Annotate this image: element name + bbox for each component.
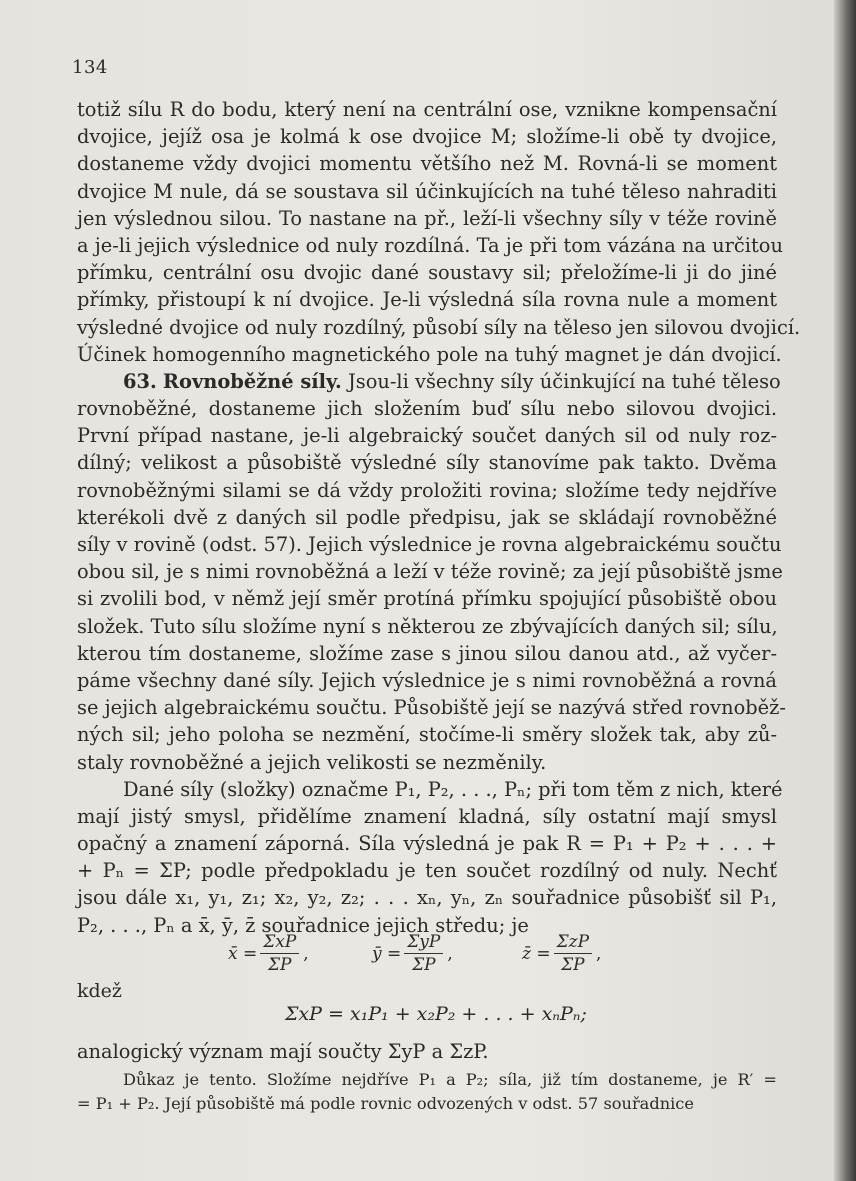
fraction bbox=[260, 932, 299, 975]
centroid-formulas bbox=[0, 930, 856, 978]
text-line: si zvolili bod, v němž její směr protíná přímku spojující působiště obou bbox=[77, 587, 777, 611]
text-line: Důkaz je tento. Složíme nejdříve P₁ a P₂; síla, již tím dostaneme, je R′ = bbox=[123, 1070, 777, 1089]
text-line: dvojice, jejíž osa je kolmá k ose dvojice M; složíme-li obě ty dvojice, bbox=[77, 125, 777, 149]
formula-lhs: ȳ = bbox=[372, 943, 402, 964]
formula-lhs: z̄ = bbox=[522, 943, 551, 964]
main-text bbox=[77, 96, 801, 939]
formula-comma: , bbox=[447, 943, 453, 964]
fraction bbox=[404, 932, 443, 975]
kdez-label: kdež bbox=[77, 980, 122, 1002]
page-number: 134 bbox=[72, 57, 108, 78]
text-line: jen výslednou silou. To nastane na př., leží-li všechny síly v téže rovině bbox=[77, 206, 777, 230]
numerator: ΣxP bbox=[260, 932, 299, 954]
text-line: dílný; velikost a působiště výsledné síly stanovíme pak takto. Dvěma bbox=[77, 451, 777, 475]
formula-z-bar bbox=[522, 932, 601, 975]
text-line: kterékoli dvě z daných sil podle předpisu, jak se skládají rovnoběžné bbox=[77, 505, 777, 529]
text-line: Účinek homogenního magnetického pole na tuhý magnet je dán dvojicí. bbox=[77, 342, 782, 366]
text-line: rovnoběžné, dostaneme jich složením buď sílu nebo silovou dvojici. bbox=[77, 397, 777, 421]
text-line: výsledné dvojice od nuly rozdílný, působí síly na těleso jen silovou dvojicí. bbox=[77, 315, 801, 339]
text-line: staly rovnoběžné a jejich velikosti se nezměnily. bbox=[77, 750, 547, 774]
text-line: páme všechny dané síly. Jejich výslednice je s nimi rovnoběžná a rovná bbox=[77, 668, 777, 692]
text-line: + Pₙ = ΣP; podle předpokladu je ten součet rozdílný od nuly. Nechť bbox=[77, 859, 777, 883]
numerator: ΣzP bbox=[554, 932, 592, 954]
text-line: dostaneme vždy dvojici momentu většího než M. Rovná-li se moment bbox=[77, 152, 777, 176]
section-heading-line bbox=[77, 368, 781, 395]
text-line: P₂, . . ., Pₙ a x̄, ȳ, z̄ souřadnice jejich středu; je bbox=[77, 913, 529, 937]
book-spine-shadow bbox=[834, 0, 856, 1181]
text-line: síly v rovině (odst. 57). Jejich výslednice je rovna algebraickému součtu bbox=[77, 533, 782, 556]
formula-x-bar bbox=[228, 932, 309, 975]
text-line: přímky, přistoupí k ní dvojice. Je-li výsledná síla rovna nule a moment bbox=[77, 288, 777, 312]
text-line: dvojice M nule, dá se soustava sil účinkujících na tuhé těleso nahraditi bbox=[77, 179, 777, 203]
text-line: obou sil, je s nimi rovnoběžná a leží v téže rovině; za její působiště jsme bbox=[77, 560, 783, 584]
denominator: ΣP bbox=[268, 955, 292, 975]
text-line: Jsou-li všechny síly účinkující na tuhé těleso bbox=[347, 369, 781, 393]
formula-comma: , bbox=[596, 943, 602, 964]
formula-y-bar bbox=[372, 932, 453, 975]
text-line: První případ nastane, je-li algebraický součet daných sil od nuly roz- bbox=[77, 424, 777, 448]
section-title: Rovnoběžné síly. bbox=[162, 369, 342, 393]
numerator: ΣyP bbox=[404, 932, 443, 954]
analogical-sentence: analogický význam mají součty ΣyP a ΣzP. bbox=[77, 1040, 489, 1063]
proof-text bbox=[77, 1068, 777, 1116]
text-line: ných sil; jeho poloha se nezmění, stočíme-li směry složek tak, aby zů- bbox=[77, 723, 777, 747]
denominator: ΣP bbox=[412, 955, 436, 975]
text-line: složek. Tuto sílu složíme nyní s některou ze zbývajících daných sil; sílu, bbox=[77, 614, 778, 638]
denominator: ΣP bbox=[561, 955, 585, 975]
section-number: 63. bbox=[123, 369, 157, 393]
text-line: = P₁ + P₂. Její působiště má podle rovnic odvozených v odst. 57 souřadnice bbox=[77, 1094, 694, 1113]
text-line: mají jistý smysl, přidělíme znamení kladná, síly ostatní mají smysl bbox=[77, 804, 777, 828]
formula-lhs: x̄ = bbox=[228, 943, 258, 964]
text-line: a je-li jejich výslednice od nuly rozdílná. Ta je při tom vázána na určitou bbox=[77, 233, 783, 257]
text-line: rovnoběžnými silami se dá vždy proložiti rovina; složíme tedy nejdříve bbox=[77, 478, 777, 502]
text-line: totiž sílu R do bodu, který není na centrální ose, vznikne kompensační bbox=[77, 98, 777, 121]
sum-formula: ΣxP = x₁P₁ + x₂P₂ + . . . + xₙPₙ; bbox=[285, 1003, 587, 1025]
fraction bbox=[554, 932, 592, 975]
text-line: přímku, centrální osu dvojic dané soustavy sil; přeložíme-li ji do jiné bbox=[77, 261, 777, 285]
text-line: se jejich algebraickému součtu. Působiště její se nazývá střed rovnoběž- bbox=[77, 696, 786, 720]
text-line: kterou tím dostaneme, složíme zase s jinou silou danou atd., až vyčer- bbox=[77, 641, 777, 665]
text-line: opačný a znamení záporná. Síla výsledná je pak R = P₁ + P₂ + . . . + bbox=[77, 832, 777, 856]
formula-comma: , bbox=[303, 943, 309, 964]
text-line: jsou dále x₁, y₁, z₁; x₂, y₂, z₂; . . . xₙ, yₙ, zₙ souřadnice působišť sil P₁, bbox=[77, 886, 777, 910]
text-line: Dané síly (složky) označme P₁, P₂, . . ., Pₙ; při tom těm z nich, které bbox=[123, 777, 783, 801]
